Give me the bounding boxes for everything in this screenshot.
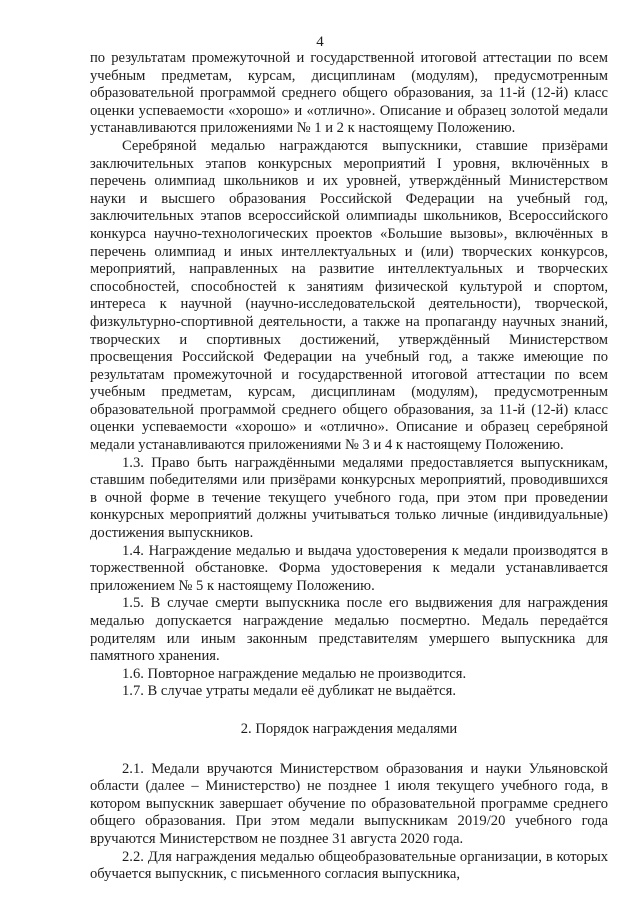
paragraph-2-2: 2.2. Для награждения медалью общеобразовательные организации, в которых обучается выпускник, с письменного согласия выпускника, — [90, 848, 608, 883]
paragraph-1-5: 1.5. В случае смерти выпускника после его выдвижения для награждения медалью допускается награждение медалью посмертно. Медаль передаётся родителям или иным законным представителям умершего выпускника для памятного хранения. — [90, 595, 608, 665]
page-number: 4 — [316, 34, 324, 50]
paragraph-1-4: 1.4. Награждение медалью и выдача удостоверения к медали производятся в торжественной обстановке. Форма удостоверения к медали устанавливается приложением № 5 к настоящему Положению. — [90, 542, 608, 594]
section-heading: 2. Порядок награждения медалями — [240, 720, 458, 737]
paragraph-1-6: 1.6. Повторное награждение медалью не производится. — [122, 665, 467, 682]
paragraph-gold-medal-continued: по результатам промежуточной и государственной итоговой аттестации по всем учебным предметам, курсам, дисциплинам (модулям), предусмотренным образовательной программой среднего общего образования, за 11-й (12-й) класс оценки успеваемости «хорошо» и «отлично». Описание и образец золотой медали устанавливаются приложениями № 1 и 2 к настоящему Положению. — [90, 50, 608, 137]
paragraph-2-1: 2.1. Медали вручаются Министерством образования и науки Ульяновской области (далее – Министерство) не позднее 1 июля текущего учебного года, в котором выпускник завершает обучение по образовательной программе среднего общего образования. При этом медали выпускникам 2019/20 учебного года вручаются Министерством не позднее 31 августа 2020 года. — [90, 760, 608, 847]
document-body — [90, 50, 608, 884]
paragraph-silver-medal: Серебряной медалью награждаются выпускники, ставшие призёрами заключительных этапов конкурсных мероприятий I уровня, включённых в перечень олимпиад школьников и их уровней, утверждённый Министерством науки и высшего образования Российской Федерации на учебный год, заключительных этапов всероссийской олимпиады школьников, Всероссийского конкурса научно-технологических проектов «Большие вызовы», включённых в перечень олимпиад и иных интеллектуальных и (или) творческих конкурсов, мероприятий, направленных на развитие интеллектуальных и творческих способностей, способностей к занятиям физической культурой и спортом, интереса к научной (научно-исследовательской деятельности), творческой, физкультурно-спортивной деятельности, а также на пропаганду научных знаний, творческих и спортивных достижений, утверждённый Министерством просвещения Российской Федерации на учебный год, а также имеющие по результатам промежуточной и государственной итоговой аттестации по всем учебным предметам, курсам, дисциплинам (модулям), предусмотренным образовательной программой среднего общего образования, за 11-й (12-й) класс оценки успеваемости «хорошо» и «отлично». Описание и образец серебряной медали устанавливаются приложениями № 3 и 4 к настоящему Положению. — [90, 137, 608, 454]
paragraph-1-3: 1.3. Право быть награждёнными медалями предоставляется выпускникам, ставшим победителями или призёрами конкурсных мероприятий, проводившихся в очной форме в течение текущего учебного года, при этом при проведении конкурсных мероприятий должны учитываться только личные (индивидуальные) достижения выпускников. — [90, 454, 608, 542]
paragraph-1-7: 1.7. В случае утраты медали её дубликат не выдаётся. — [122, 683, 456, 700]
